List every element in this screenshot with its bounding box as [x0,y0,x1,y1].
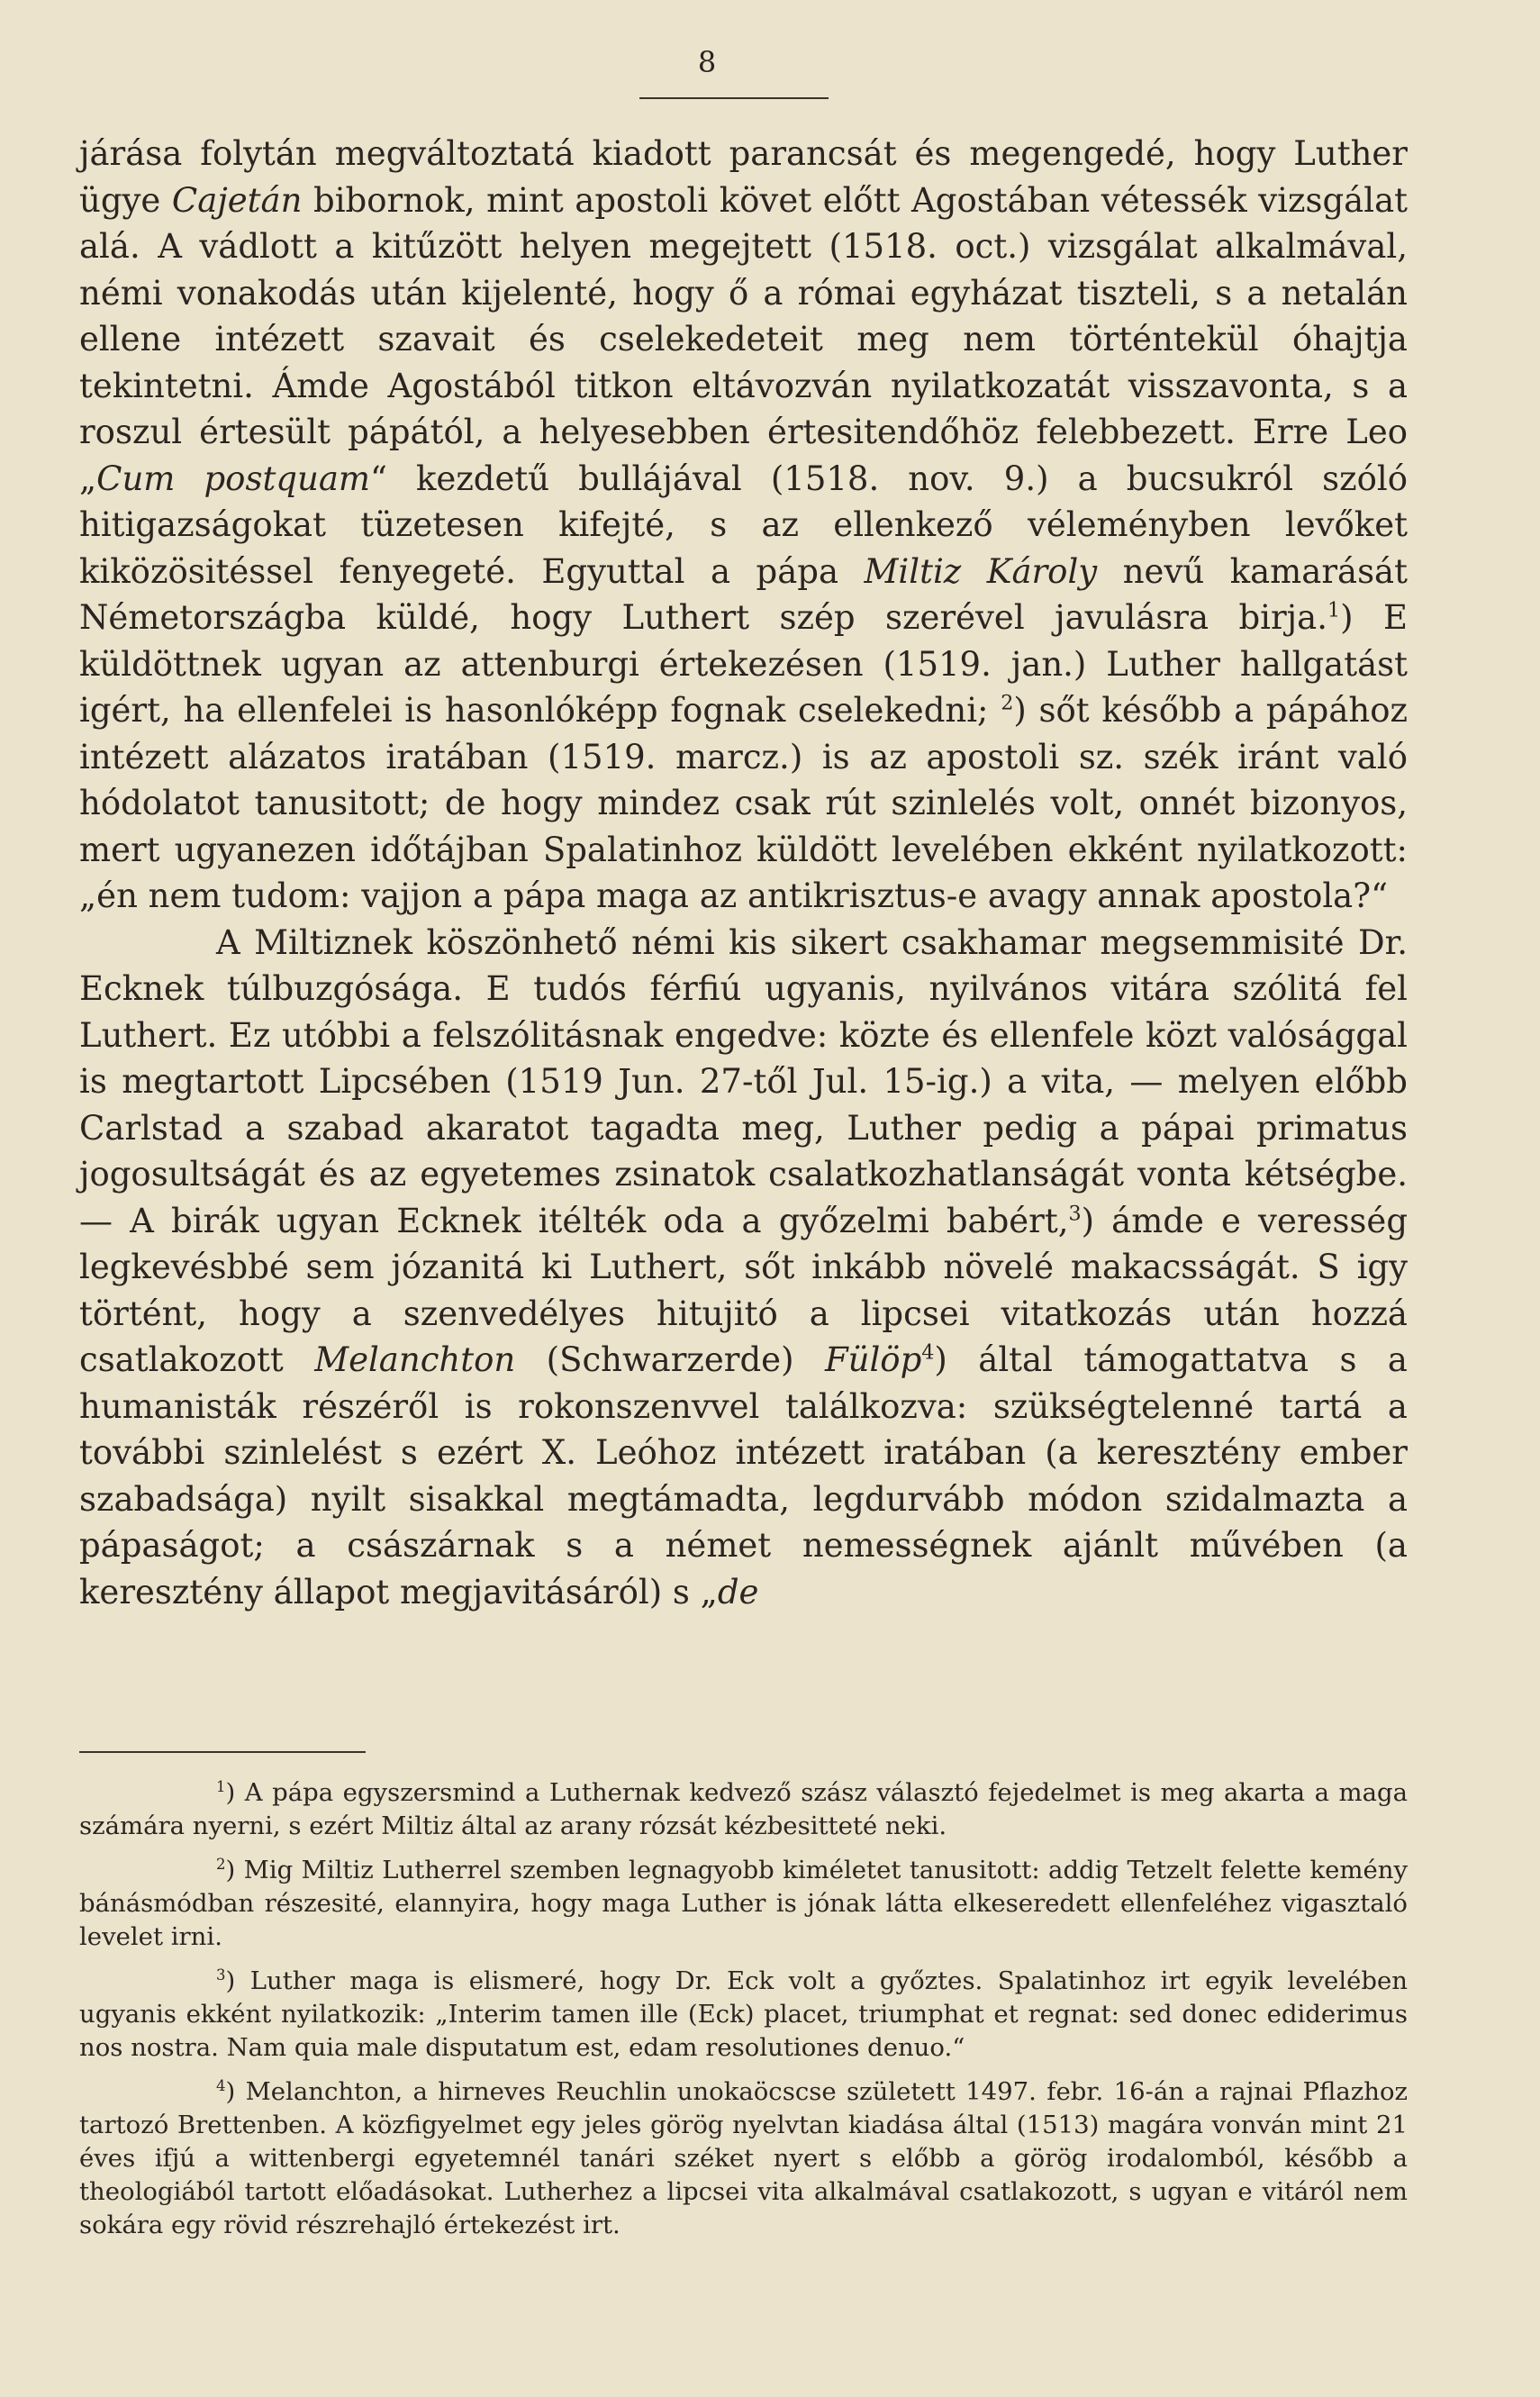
footnotes [79,1776,1408,2253]
paragraph [79,131,1408,920]
text-run: A Miltiznek köszönhető némi kis sikert csakhamar megsemmisité Dr. Ecknek túlbuzgósága. E tudós férfiú ugyanis, nyilvános vitára szólitá fel Luthert. Ez utóbbi a felszólitásnak engedve: közte és ellenfele közt valósággal is megtartott Lipcsében (1519 Jun. 27-től Jul. 15-ig.) a vita, — melyen előbb Carlstad a szabad akaratot tagadta meg, Luther pedig a pápai primatus jogosultságát és az egyetemes zsinatok csalatkozhatlanságát vonta kétségbe. — A birák ugyan Ecknek itélték oda a győzelmi babért, [79,922,1408,1240]
footnote-text: ) A pápa egyszersmind a Luthernak kedvező szász választó fejedelmet is meg akarta a maga számára nyerni, s ezért Miltiz által az arany rózsát kézbesitteté neki. [79,1778,1408,1840]
footnote-text: ) Luther maga is elismeré, hogy Dr. Eck volt a győztes. Spalatinhoz irt egyik levelében ugyanis ekként nyilatkozik: „Interim tamen ille (Eck) placet, triumphat et regnat: sed donec ediderimus nos nostra. Nam quia male disputatum est, edam resolutiones denuo.“ [79,1966,1408,2062]
page-number: 8 [697,45,717,79]
text-run: járása folytán megváltoztatá kiadott parancsát és megengedé, hogy Luther ügye [79,134,1408,220]
footnote-number: 4 [216,2077,226,2095]
footnote [79,1854,1408,1954]
text-run: “ kezdetű bullájával (1518. nov. 9.) a bucsukról szóló hitigazságokat tüzetesen kifejté, s az ellenkező véleményben levőket kiközösitéssel fenyegeté. Egyuttal a pápa [79,459,1408,591]
footnote-number: 1 [216,1778,226,1796]
footnote-number: 2 [216,1856,226,1874]
footnote-text: ) Melanchton, a hirneves Reuchlin unokaöcscse született 1497. febr. 16-án a rajnai Pflazhoz tartozó Brettenben. A közfigyelmet egy jeles görög nyelvtan kiadása által (1513) magára vonván mint 21 éves ifjú a wittenbergi egyetemnél tanári széket nyert s előbb a görög irodalomból, később a theologiából tartott előadásokat. Lutherhez a lipcsei vita alkalmával csatlakozott, s ugyan e vitáról nem sokára egy rövid részrehajló értekezést irt. [79,2077,1408,2239]
footnote [79,1965,1408,2065]
text-run: ) E küldöttnek ugyan az attenburgi értekezésen (1519. jan.) Luther hallgatást igért, ha ellenfelei is hasonlóképp fognak cselekedni; [79,598,1408,730]
footnote-text: ) Mig Miltiz Lutherrel szemben legnagyobb kiméletet tanusitott: addig Tetzelt felette kemény bánásmódban részesité, elannyira, hogy maga Luther is jónak látta elkeseredett ellenfeléhez vigasztaló levelet irni. [79,1856,1408,1951]
text-run: bibornok, mint apostoli követ előtt Agostában vétessék vizsgálat alá. A vádlott a kitűzött helyen megejtett (1518. oct.) vizsgálat alkalmával, némi vonakodás után kijelenté, hogy ő a római egyházat tiszteli, s a netalán ellene intézett szavait és cselekedeteit meg nem történtekül óhajtja tekintetni. Ámde Agostából titkon eltávozván nyilatkozatát visszavonta, s a roszul értesült pápától, a helyesebben értesitendőhöz felebbezett. Erre Leo „ [79,180,1408,498]
footnote-ref: 4 [921,1340,935,1365]
footnote [79,1776,1408,1843]
text-run: ) sőt később a pápához intézett alázatos iratában (1519. marcz.) is az apostoli sz. szék iránt való hódolatot tanusitott; de hogy mindez csak rút szinlelés volt, onnét bizonyos, mert ugyanezen időtájban Spalatinhoz küldött levelében ekként nyilatkozott: „én nem tudom: vajjon a pápa maga az antikrisztus-e avagy annak apostola?“ [79,691,1408,915]
italic-text: Fülöp [824,1340,922,1379]
text-run: ) ámde e veresség legkevésbbé sem józanitá ki Luthert, sőt inkább növelé makacsságát. S igy történt, hogy a szenvedélyes hitujitó a lipcsei vitatkozás után hozzá csatlakozott [79,1201,1408,1379]
italic-text: Cum postquam [96,459,370,498]
footnote-ref: 3 [1068,1202,1082,1226]
italic-text: Melanchton [314,1340,516,1379]
text-run: ) által támogattatva s a humanisták részéről is rokonszenvvel találkozva: szükségtelenné tartá a további szinlelést s ezért X. Leóhoz intézett iratában (a keresztény ember szabadsága) nyilt sisakkal megtámadta, legdurvább módon szidalmazta a pápaságot; a császárnak s a német nemességnek ajánlt művében (a keresztény állapot megjavitásáról) s „ [79,1340,1408,1612]
italic-text: de [717,1572,759,1612]
footnote [79,2075,1408,2242]
italic-text: Cajetán [171,180,303,220]
text-run: (Schwarzerde) [515,1340,825,1379]
italic-text: Miltiz Károly [864,551,1098,591]
footnote-ref: 2 [1001,691,1014,715]
body-text [79,131,1408,1615]
paragraph [79,920,1408,1616]
text-run: nevű kamarását Németországba küldé, hogy Luthert szép szerével javulásra birja. [79,551,1408,637]
header-rule [639,97,829,99]
footnote-rule [79,1751,366,1753]
footnote-ref: 1 [1327,598,1341,622]
footnote-number: 3 [216,1966,226,1984]
